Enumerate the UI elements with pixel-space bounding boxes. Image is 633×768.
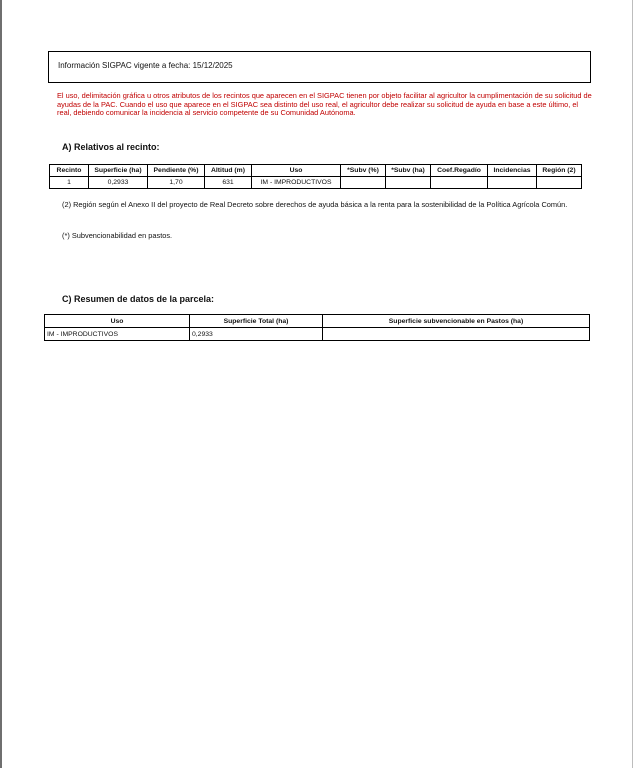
- page-edge-left: [0, 0, 2, 768]
- parcela-summary-table: [44, 314, 590, 341]
- col-header: *Subv (%): [341, 165, 386, 177]
- recinto-table: [49, 164, 582, 189]
- col-header: Región (2): [537, 165, 582, 177]
- cell-altitud: 631: [205, 177, 252, 189]
- col-header: Incidencias: [488, 165, 537, 177]
- table-header-row: [50, 165, 582, 177]
- sigpac-info-box: [48, 51, 591, 83]
- col-header: Uso: [252, 165, 341, 177]
- section-c-title: C) Resumen de datos de la parcela:: [62, 294, 215, 304]
- cell-recinto: 1: [50, 177, 89, 189]
- table-header-row: [45, 315, 590, 328]
- cell-uso: IM - IMPRODUCTIVOS: [45, 328, 190, 341]
- subv-note: (*) Subvencionabilidad en pastos.: [62, 231, 173, 240]
- col-header: Recinto: [50, 165, 89, 177]
- col-header: Coef.Regadío: [431, 165, 488, 177]
- cell-subv-ha: [386, 177, 431, 189]
- col-header: Pendiente (%): [148, 165, 205, 177]
- cell-superficie-total: 0,2933: [190, 328, 323, 341]
- col-header: Uso: [45, 315, 190, 328]
- col-header: Superficie Total (ha): [190, 315, 323, 328]
- col-header: Superficie (ha): [89, 165, 148, 177]
- table-row: [50, 177, 582, 189]
- region-note: (2) Región según el Anexo II del proyecto de Real Decreto sobre derechos de ayuda básica a la renta para la sostenibilidad de la Política Agrícola Común.: [62, 200, 568, 209]
- cell-subv-pct: [341, 177, 386, 189]
- section-a-title: A) Relativos al recinto:: [62, 142, 160, 152]
- cell-superficie: 0,2933: [89, 177, 148, 189]
- col-header: Altitud (m): [205, 165, 252, 177]
- sigpac-date-text: Información SIGPAC vigente a fecha: 15/12/2025: [58, 61, 233, 70]
- cell-region: [537, 177, 582, 189]
- cell-superficie-pastos: [323, 328, 590, 341]
- col-header: *Subv (ha): [386, 165, 431, 177]
- cell-coef-regadio: [431, 177, 488, 189]
- disclaimer-text: El uso, delimitación gráfica u otros atributos de los recintos que aparecen en el SIGPAC tienen por objeto facilitar al agricultor la cumplimentación de su solicitud de ayudas de la PAC. Cuando el uso que aparece en el SIGPAC sea distinto del uso real, el agricultor debe realizar su solicitud de ayuda en base a este último, el real, debiendo comunicar la incidencia al servicio competente de su Comunidad Autónoma.: [57, 91, 592, 118]
- table-row: [45, 328, 590, 341]
- cell-pendiente: 1,70: [148, 177, 205, 189]
- cell-incidencias: [488, 177, 537, 189]
- col-header: Superficie subvencionable en Pastos (ha): [323, 315, 590, 328]
- cell-uso: IM - IMPRODUCTIVOS: [252, 177, 341, 189]
